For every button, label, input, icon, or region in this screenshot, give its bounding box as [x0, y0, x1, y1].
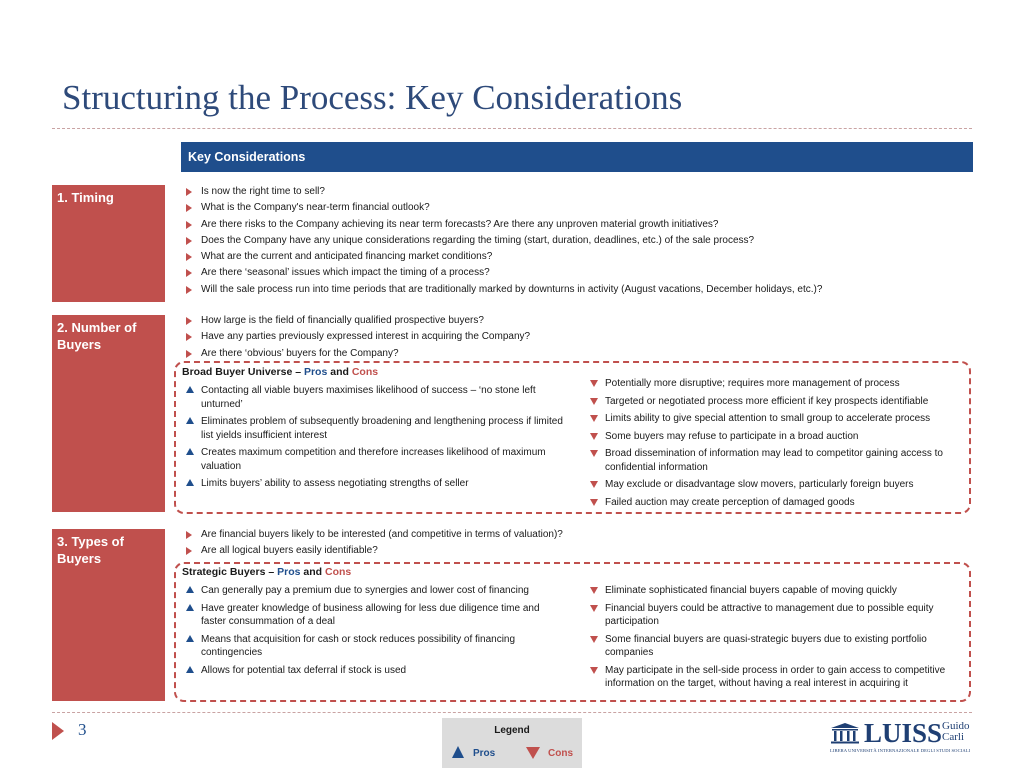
cons-down-triangle-icon: [590, 433, 598, 440]
bullet-arrow-icon: [186, 350, 192, 358]
list-item: Eliminate sophisticated financial buyers capable of moving quickly: [590, 584, 966, 598]
list-item: Failed auction may create perception of damaged goods: [590, 496, 966, 510]
timing-questions: [186, 184, 822, 298]
pros-up-triangle-icon: [186, 386, 194, 393]
broad-universe-subhead: Broad Buyer Universe – Pros and Cons: [182, 366, 379, 378]
list-item: Allows for potential tax deferral if stock is used: [186, 664, 566, 678]
broad-universe-pros: [186, 384, 566, 491]
pros-up-triangle-icon: [186, 417, 194, 424]
legend-pros-label: Pros: [473, 748, 496, 759]
pros-up-triangle-icon: [186, 479, 194, 486]
list-item: Financial buyers could be attractive to management due to possible equity participation: [590, 602, 966, 629]
cons-down-triangle-icon: [590, 398, 598, 405]
bullet-arrow-icon: [186, 204, 192, 212]
logo-side-text: Guido Carli: [942, 720, 970, 743]
luiss-logo: [830, 720, 973, 756]
page-arrow-icon: [52, 722, 64, 740]
legend-pros-up-triangle-icon: [452, 746, 464, 758]
broad-universe-cons: [590, 377, 966, 509]
list-item: Eliminates problem of subsequently broadening and lengthening process if limited list yields insufficient interest: [186, 415, 566, 442]
pros-up-triangle-icon: [186, 635, 194, 642]
bullet-arrow-icon: [186, 333, 192, 341]
list-item: Potentially more disruptive; requires more management of process: [590, 377, 966, 391]
list-item: Have any parties previously expressed interest in acquiring the Company?: [186, 329, 530, 345]
pros-up-triangle-icon: [186, 666, 194, 673]
cons-down-triangle-icon: [590, 667, 598, 674]
cons-down-triangle-icon: [590, 380, 598, 387]
legend-cons-down-triangle-icon: [526, 747, 540, 759]
cons-down-triangle-icon: [590, 499, 598, 506]
list-item: Some buyers may refuse to participate in a broad auction: [590, 430, 966, 444]
types-questions: [186, 527, 563, 560]
bullet-arrow-icon: [186, 221, 192, 229]
legend-title: Legend: [494, 725, 530, 736]
cons-down-triangle-icon: [590, 636, 598, 643]
list-item: Means that acquisition for cash or stock reduces possibility of financing contingencies: [186, 633, 566, 660]
footer-divider: [52, 712, 972, 713]
legend-box: [442, 718, 582, 768]
list-item: Is now the right time to sell?: [186, 184, 822, 200]
list-item: Can generally pay a premium due to synergies and lower cost of financing: [186, 584, 566, 598]
section-label-types-of-buyers: 3. Types of Buyers: [52, 529, 165, 701]
bullet-arrow-icon: [186, 269, 192, 277]
list-item: Some financial buyers are quasi-strategic buyers due to existing portfolio companies: [590, 633, 966, 660]
section-label-number-of-buyers: 2. Number of Buyers: [52, 315, 165, 512]
bullet-arrow-icon: [186, 253, 192, 261]
key-considerations-header: Key Considerations: [181, 142, 973, 172]
bullet-arrow-icon: [186, 317, 192, 325]
list-item: Broad dissemination of information may lead to competitor gaining access to confidential information: [590, 447, 966, 474]
cons-down-triangle-icon: [590, 587, 598, 594]
list-item: Are there ‘obvious’ buyers for the Company?: [186, 346, 530, 362]
list-item: What is the Company's near-term financial outlook?: [186, 200, 822, 216]
list-item: Are there ‘seasonal’ issues which impact the timing of a process?: [186, 265, 822, 281]
pros-up-triangle-icon: [186, 586, 194, 593]
cons-down-triangle-icon: [590, 415, 598, 422]
columns-logo-icon: [830, 722, 860, 744]
list-item: How large is the field of financially qualified prospective buyers?: [186, 313, 530, 329]
page-number: 3: [78, 720, 87, 739]
list-item: Limits buyers’ ability to assess negotiating strengths of seller: [186, 477, 566, 491]
list-item: Are there risks to the Company achieving its near term forecasts? Are there any unproven material growth initiatives?: [186, 217, 822, 233]
section-label-timing: 1. Timing: [52, 185, 165, 302]
list-item: Contacting all viable buyers maximises likelihood of success – ‘no stone left unturned’: [186, 384, 566, 411]
cons-down-triangle-icon: [590, 605, 598, 612]
list-item: Are financial buyers likely to be interested (and competitive in terms of valuation)?: [186, 527, 563, 543]
legend-cons-label: Cons: [548, 748, 573, 759]
list-item: Targeted or negotiated process more efficient if key prospects identifiable: [590, 395, 966, 409]
title-divider: [52, 128, 972, 129]
list-item: Will the sale process run into time periods that are traditionally marked by downturns in activity (August vacations, December holidays, etc.)?: [186, 282, 822, 298]
cons-down-triangle-icon: [590, 450, 598, 457]
list-item: Limits ability to give special attention to small group to accelerate process: [590, 412, 966, 426]
bullet-arrow-icon: [186, 531, 192, 539]
list-item: Does the Company have any unique considerations regarding the timing (start, duration, deadlines, etc.) of the sale process?: [186, 233, 822, 249]
strategic-buyers-cons: [590, 584, 966, 691]
list-item: Are all logical buyers easily identifiable?: [186, 543, 563, 559]
bullet-arrow-icon: [186, 188, 192, 196]
logo-subtitle: LIBERA UNIVERSITÀ INTERNAZIONALE DEGLI STUDI SOCIALI: [830, 748, 971, 753]
list-item: May participate in the sell-side process in order to gain access to competitive information on the target, without having a real interest in acquiring it: [590, 664, 966, 691]
list-item: Creates maximum competition and therefore increases likelihood of maximum valuation: [186, 446, 566, 473]
strategic-buyers-pros: [186, 584, 566, 677]
strategic-buyers-subhead: Strategic Buyers – Pros and Cons: [182, 566, 352, 578]
list-item: May exclude or disadvantage slow movers, particularly foreign buyers: [590, 478, 966, 492]
pros-up-triangle-icon: [186, 448, 194, 455]
pros-up-triangle-icon: [186, 604, 194, 611]
bullet-arrow-icon: [186, 547, 192, 555]
list-item: What are the current and anticipated financing market conditions?: [186, 249, 822, 265]
list-item: Have greater knowledge of business allowing for less due diligence time and faster consummation of a deal: [186, 602, 566, 629]
bullet-arrow-icon: [186, 237, 192, 245]
page-title: Structuring the Process: Key Considerations: [62, 78, 683, 117]
logo-wordmark: LUISS: [864, 718, 943, 748]
buyers-questions: [186, 313, 530, 362]
cons-down-triangle-icon: [590, 481, 598, 488]
bullet-arrow-icon: [186, 286, 192, 294]
